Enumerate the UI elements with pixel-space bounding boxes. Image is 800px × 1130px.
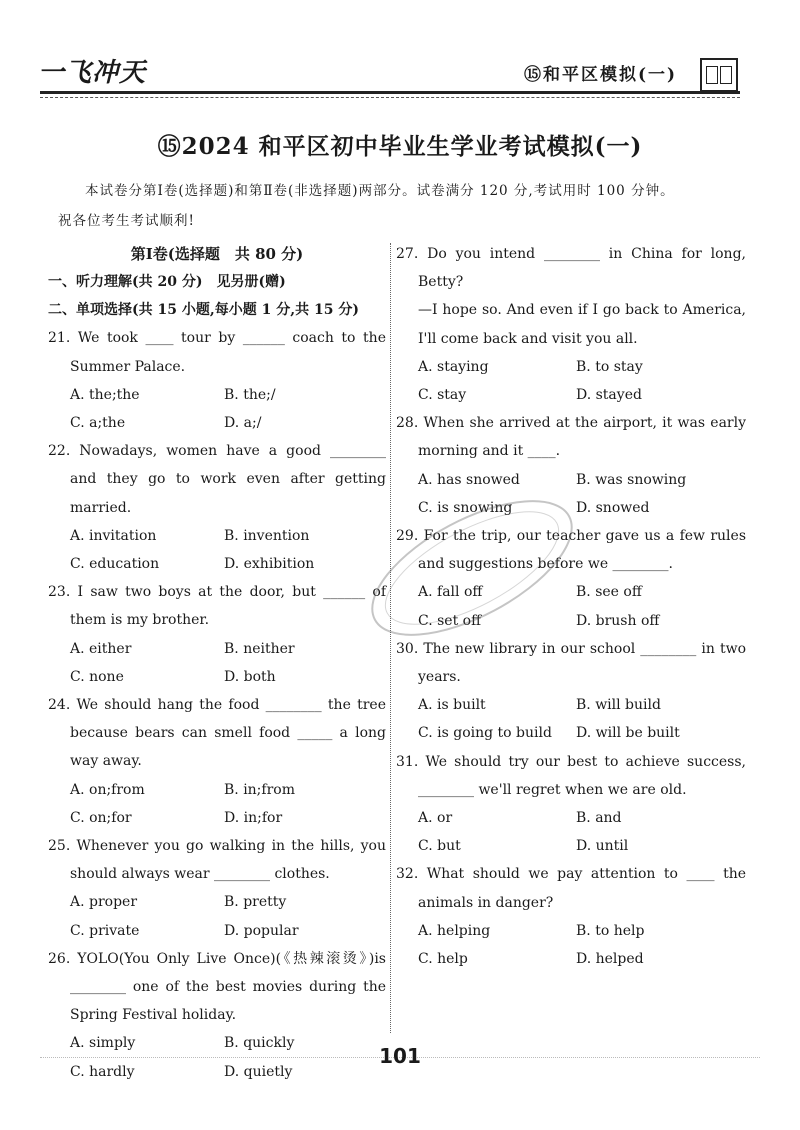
- option-d: D. helped: [576, 951, 644, 968]
- book-icon: [700, 58, 738, 92]
- option-a: A. is built: [418, 697, 486, 714]
- option-d: D. quietly: [224, 1063, 293, 1080]
- option-c: C. private: [70, 922, 140, 939]
- question-31: [396, 748, 746, 861]
- option-d: D. stayed: [576, 387, 642, 404]
- question-stem: 23. I saw two boys at the door, but ______ of them is my brother.: [48, 584, 386, 629]
- option-b: B. was snowing: [576, 471, 687, 488]
- option-b: B. to stay: [576, 358, 643, 375]
- option-d: D. both: [224, 668, 276, 685]
- exam-title: ⑮2024 和平区初中毕业生学业考试模拟(一): [157, 133, 643, 160]
- option-b: B. invention: [224, 527, 310, 544]
- question-stem: 29. For the trip, our teacher gave us a few rules and suggestions before we ________.: [396, 528, 746, 573]
- question-stem: 27. Do you intend ________ in China for long, Betty?: [396, 246, 746, 291]
- option-b: B. see off: [576, 584, 642, 601]
- option-d: D. popular: [224, 922, 299, 939]
- question-stem: 21. We took ____ tour by ______ coach to the Summer Palace.: [48, 330, 386, 375]
- option-c: C. is going to build: [418, 725, 552, 742]
- option-d: D. until: [576, 838, 629, 855]
- question-30: [396, 635, 746, 748]
- option-c: C. is snowing: [418, 499, 513, 516]
- question-21: [48, 324, 386, 437]
- question-stem: 25. Whenever you go walking in the hills, you should always wear ________ clothes.: [48, 838, 386, 883]
- option-d: D. snowed: [576, 499, 650, 516]
- series-label: ⑮和平区模拟(一): [524, 65, 678, 85]
- option-c: C. on;for: [70, 809, 132, 826]
- option-a: A. fall off: [418, 584, 483, 601]
- question-23: [48, 578, 386, 691]
- option-d: D. in;for: [224, 809, 283, 826]
- option-c: C. stay: [418, 387, 467, 404]
- option-c: C. a;the: [70, 415, 126, 432]
- intro-line-1: 本试卷分第Ⅰ卷(选择题)和第Ⅱ卷(非选择题)两部分。试卷满分 120 分,考试用时 100 分钟。: [85, 183, 675, 199]
- option-b: B. the;/: [224, 386, 276, 403]
- option-d: D. a;/: [224, 415, 262, 432]
- question-24: [48, 691, 386, 832]
- option-b: B. will build: [576, 697, 661, 714]
- option-c: C. none: [70, 668, 124, 685]
- section-single-choice: 二、单项选择(共 15 小题,每小题 1 分,共 15 分): [48, 302, 359, 319]
- option-a: A. the;the: [70, 386, 140, 403]
- intro-line-2: 祝各位考生考试顺利!: [58, 213, 195, 229]
- option-b: B. to help: [576, 922, 645, 939]
- intro: [58, 176, 748, 236]
- option-c: C. but: [418, 838, 461, 855]
- option-b: B. and: [576, 810, 622, 827]
- option-b: B. pretty: [224, 894, 287, 911]
- option-b: B. in;from: [224, 781, 295, 798]
- question-stem: 31. We should try our best to achieve success, ________ we'll regret when we are old.: [396, 753, 746, 798]
- option-d: D. exhibition: [224, 556, 315, 573]
- option-a: A. has snowed: [418, 471, 520, 488]
- question-stem: 32. What should we pay attention to ____ the animals in danger?: [396, 866, 746, 911]
- option-a: A. proper: [70, 894, 138, 911]
- option-c: C. help: [418, 951, 468, 968]
- header-rule: [40, 91, 740, 94]
- question-reply: —I hope so. And even if I go back to America, I'll come back and visit you all.: [418, 302, 746, 347]
- question-32: [396, 860, 746, 973]
- option-a: A. simply: [70, 1035, 136, 1052]
- option-a: A. helping: [418, 922, 491, 939]
- option-d: D. brush off: [576, 612, 660, 629]
- question-27: [396, 240, 746, 409]
- question-stem: 30. The new library in our school ________ in two years.: [396, 640, 746, 686]
- question-stem: 22. Nowadays, women have a good ________ and they go to work even after getting married.: [48, 443, 386, 516]
- header-rule-dashed: [40, 97, 740, 98]
- option-c: C. education: [70, 556, 160, 573]
- option-c: C. hardly: [70, 1063, 135, 1080]
- section-listening: 一、听力理解(共 20 分) 见另册(赠): [48, 274, 286, 290]
- question-stem: 24. We should hang the food ________ the tree because bears can smell food _____ a long way away.: [48, 697, 386, 770]
- question-22: [48, 437, 386, 578]
- question-25: [48, 832, 386, 945]
- option-a: A. on;from: [70, 781, 145, 798]
- option-b: B. neither: [224, 640, 295, 657]
- page-number: 101: [379, 1044, 421, 1068]
- option-b: B. quickly: [224, 1035, 295, 1052]
- brand-logo: 一飞冲天: [38, 58, 147, 88]
- option-a: A. staying: [418, 358, 489, 375]
- question-stem: 26. YOLO(You Only Live Once)(《热辣滚烫》)is ________ one of the best movies during the Spring Festival holiday.: [48, 950, 386, 1024]
- option-a: A. invitation: [70, 527, 157, 544]
- option-d: D. will be built: [576, 725, 680, 742]
- question-stem: 28. When she arrived at the airport, it was early morning and it ____.: [396, 415, 746, 460]
- option-a: A. or: [418, 810, 453, 827]
- part-title: 第Ⅰ卷(选择题 共 80 分): [130, 245, 304, 263]
- option-c: C. set off: [418, 612, 482, 629]
- option-a: A. either: [70, 640, 132, 657]
- left-column: [48, 240, 386, 1086]
